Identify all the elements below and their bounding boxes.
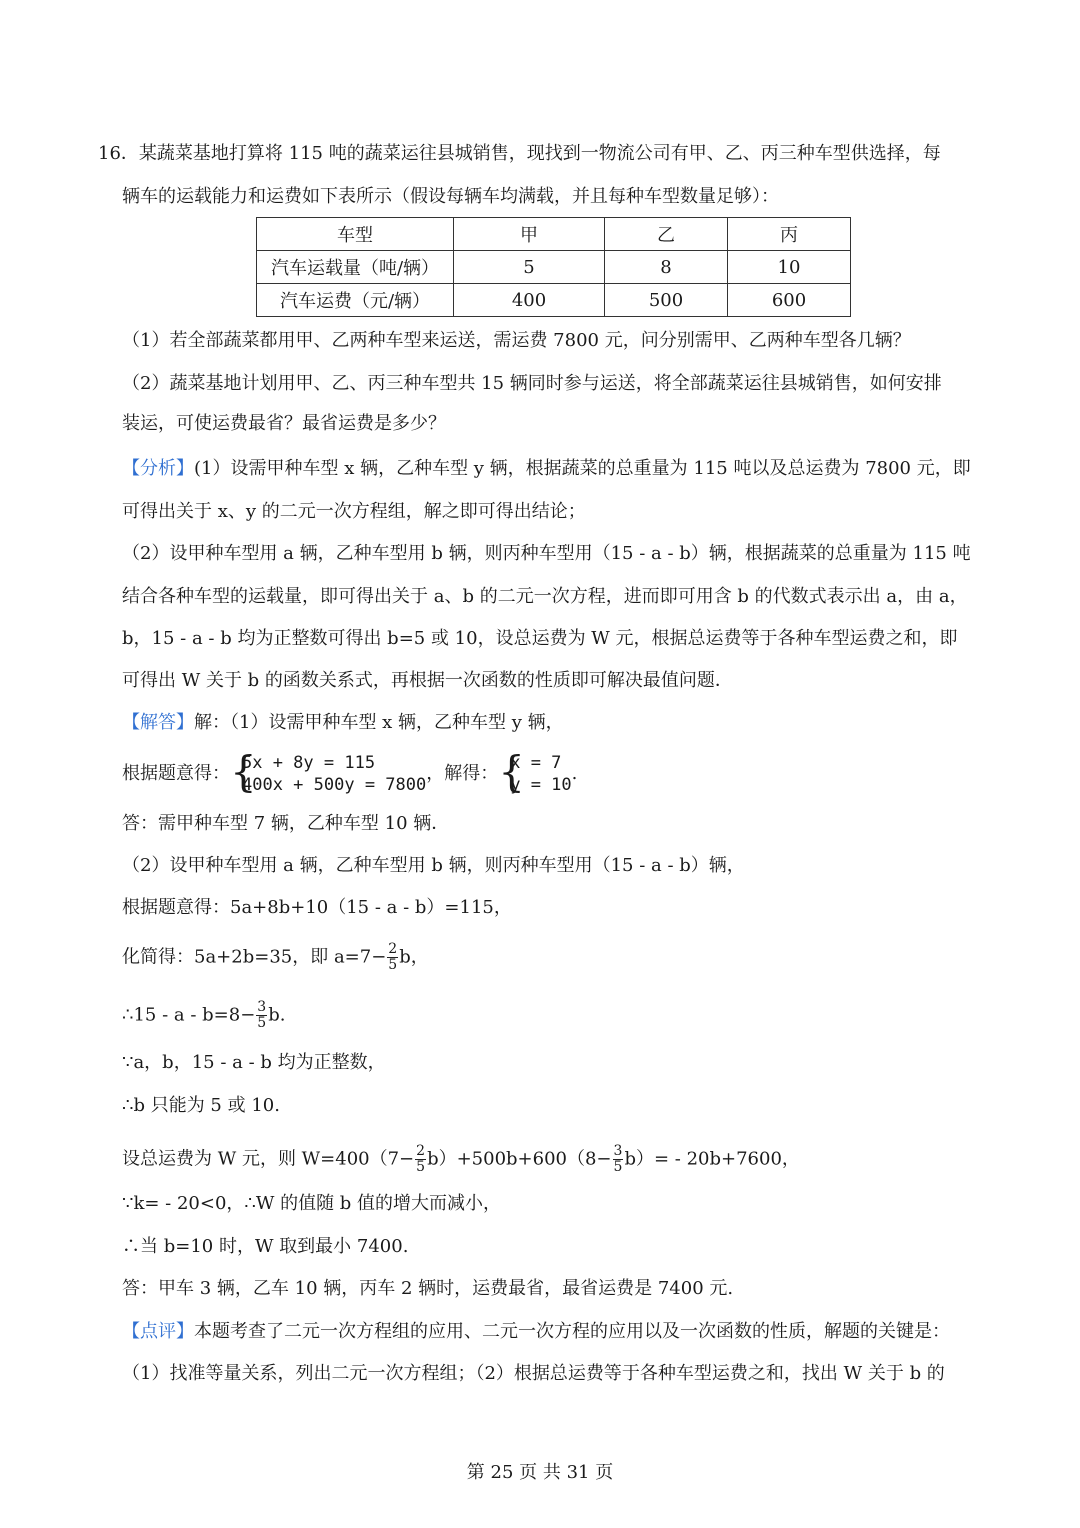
- analysis-text-1: (1）设需甲种车型 x 辆，乙种车型 y 辆，根据蔬菜的总重量为 115 吨以及总运费为 7800 元，即: [194, 458, 971, 479]
- solution-text-1: 解：（1）设需甲种车型 x 辆，乙种车型 y 辆，: [194, 712, 564, 733]
- table-header-cell: 车型: [257, 218, 454, 251]
- solution-line-8: ∵a，b，15 - a - b 均为正整数，: [122, 1052, 386, 1073]
- cost-part-b: b）+500b+600（8−: [427, 1148, 612, 1170]
- analysis-line-1: [122, 457, 971, 481]
- equation-1: 5x + 8y = 115: [242, 753, 376, 773]
- analysis-line-4: 结合各种车型的运载量，即可得出关于 a、b 的二元一次方程，进而即可用含 b 的代数式表示出 a，由 a，: [122, 586, 968, 607]
- solution-line-11: ∵k= - 20<0，∴W 的值随 b 值的增大而减小，: [122, 1193, 502, 1214]
- page-footer: 第 25 页 共 31 页: [466, 1462, 614, 1483]
- table-row: [257, 284, 851, 317]
- equation-end: .: [571, 763, 578, 784]
- fraction-2-5: [415, 1144, 426, 1175]
- question-line-1: [98, 142, 941, 166]
- fraction-2-5: [387, 942, 398, 973]
- solution-line-1: [122, 711, 564, 735]
- analysis-tag: 【分析】: [122, 458, 194, 479]
- equation-2: 400x + 500y = 7800: [242, 775, 427, 795]
- numerator: 2: [388, 941, 398, 957]
- denominator: 5: [416, 1159, 426, 1175]
- solution-line-7: [122, 1000, 285, 1031]
- simplify-prefix: 化简得：5a+2b=35，即 a=7−: [122, 946, 387, 968]
- review-tag: 【点评】: [122, 1321, 194, 1342]
- numerator: 3: [257, 999, 267, 1015]
- equation-mid: ，解得：: [426, 763, 499, 784]
- part-2-line-1: （2）蔬菜基地计划用甲、乙、丙三种车型共 15 辆同时参与运送，将全部蔬菜运往县城销售，如何安排: [122, 373, 942, 394]
- solution-system: [498, 747, 572, 796]
- equation-system: [230, 747, 427, 796]
- solution-x: x = 7: [510, 753, 562, 773]
- part-2-line-2: 装运，可使运费最省？最省运费是多少？: [122, 413, 446, 434]
- equation-prefix: 根据题意得：: [122, 763, 230, 784]
- part-1: （1）若全部蔬菜都用甲、乙两种车型来运送，需运费 7800 元，问分别需甲、乙两种车型各几辆？: [122, 330, 911, 351]
- table-header-cell: 丙: [728, 218, 851, 251]
- solution-line-12: ∴当 b=10 时，W 取到最小 7400.: [122, 1236, 409, 1257]
- table-cell: 500: [605, 284, 728, 317]
- solution-line-10: [122, 1144, 800, 1175]
- simplify-end: b，: [399, 946, 429, 968]
- solution-tag: 【解答】: [122, 712, 194, 733]
- solution-line-4: （2）设甲种车型用 a 辆，乙种车型用 b 辆，则丙种车型用（15 - a - b）辆，: [122, 855, 745, 876]
- analysis-line-5: b，15 - a - b 均为正整数可得出 b=5 或 10，设总运费为 W 元，根据总运费等于各种车型运费之和，即: [122, 628, 958, 649]
- therefore-prefix: ∴15 - a - b=8−: [122, 1004, 256, 1026]
- table-row: [257, 251, 851, 284]
- table-cell: 600: [728, 284, 851, 317]
- cost-part-c: b）= - 20b+7600，: [624, 1148, 800, 1170]
- denominator: 5: [257, 1015, 267, 1031]
- therefore-end: b.: [268, 1004, 286, 1026]
- table-cell: 10: [728, 251, 851, 284]
- table-cell: 8: [605, 251, 728, 284]
- equation-system-line: [122, 747, 578, 798]
- review-text-1: 本题考查了二元一次方程组的应用、二元一次方程的应用以及一次函数的性质，解题的关键是：: [194, 1321, 950, 1342]
- solution-line-5: 根据题意得：5a+8b+10（15 - a - b）=115，: [122, 897, 512, 918]
- table-cell: 400: [454, 284, 605, 317]
- table-header-cell: 乙: [605, 218, 728, 251]
- solution-answer-1: 答：需甲种车型 7 辆，乙种车型 10 辆．: [122, 813, 450, 834]
- fraction-3-5: [613, 1144, 624, 1175]
- analysis-line-3: （2）设甲种车型用 a 辆，乙种车型用 b 辆，则丙种车型用（15 - a - b）辆，根据蔬菜的总重量为 115 吨: [122, 543, 971, 564]
- cost-part-a: 设总运费为 W 元，则 W=400（7−: [122, 1148, 415, 1170]
- table-header-row: [257, 218, 851, 251]
- analysis-line-2: 可得出关于 x、y 的二元一次方程组，解之即可得出结论；: [122, 501, 586, 522]
- brace-icon: {: [230, 747, 257, 796]
- question-text-1: 某蔬菜基地打算将 115 吨的蔬菜运往县城销售，现找到一物流公司有甲、乙、丙三种车型供选择，每: [138, 143, 941, 164]
- review-line-2: （1）找准等量关系，列出二元一次方程组；（2）根据总运费等于各种车型运费之和，找出 W 关于 b 的: [122, 1363, 945, 1384]
- numerator: 2: [416, 1143, 426, 1159]
- solution-answer-2: 答：甲车 3 辆，乙车 10 辆，丙车 2 辆时，运费最省，最省运费是 7400 元.: [122, 1278, 734, 1299]
- question-line-2: 辆车的运载能力和运费如下表所示（假设每辆车均满载，并且每种车型数量足够）：: [122, 186, 779, 207]
- question-number: 16．: [98, 143, 139, 164]
- solution-y: y = 10: [510, 775, 572, 795]
- numerator: 3: [613, 1143, 623, 1159]
- denominator: 5: [388, 957, 398, 973]
- review-line-1: [122, 1320, 950, 1344]
- table-cell: 5: [454, 251, 605, 284]
- brace-icon: {: [498, 747, 525, 796]
- fraction-3-5: [256, 1000, 267, 1031]
- table-header-cell: 甲: [454, 218, 605, 251]
- table-cell: 汽车运费（元/辆）: [257, 284, 454, 317]
- vehicle-table: [256, 217, 851, 317]
- denominator: 5: [613, 1159, 623, 1175]
- solution-line-9: ∴b 只能为 5 或 10.: [122, 1095, 280, 1116]
- solution-line-6: [122, 942, 429, 973]
- table-cell: 汽车运载量（吨/辆）: [257, 251, 454, 284]
- analysis-line-6: 可得出 W 关于 b 的函数关系式，再根据一次函数的性质即可解决最值问题．: [122, 670, 733, 691]
